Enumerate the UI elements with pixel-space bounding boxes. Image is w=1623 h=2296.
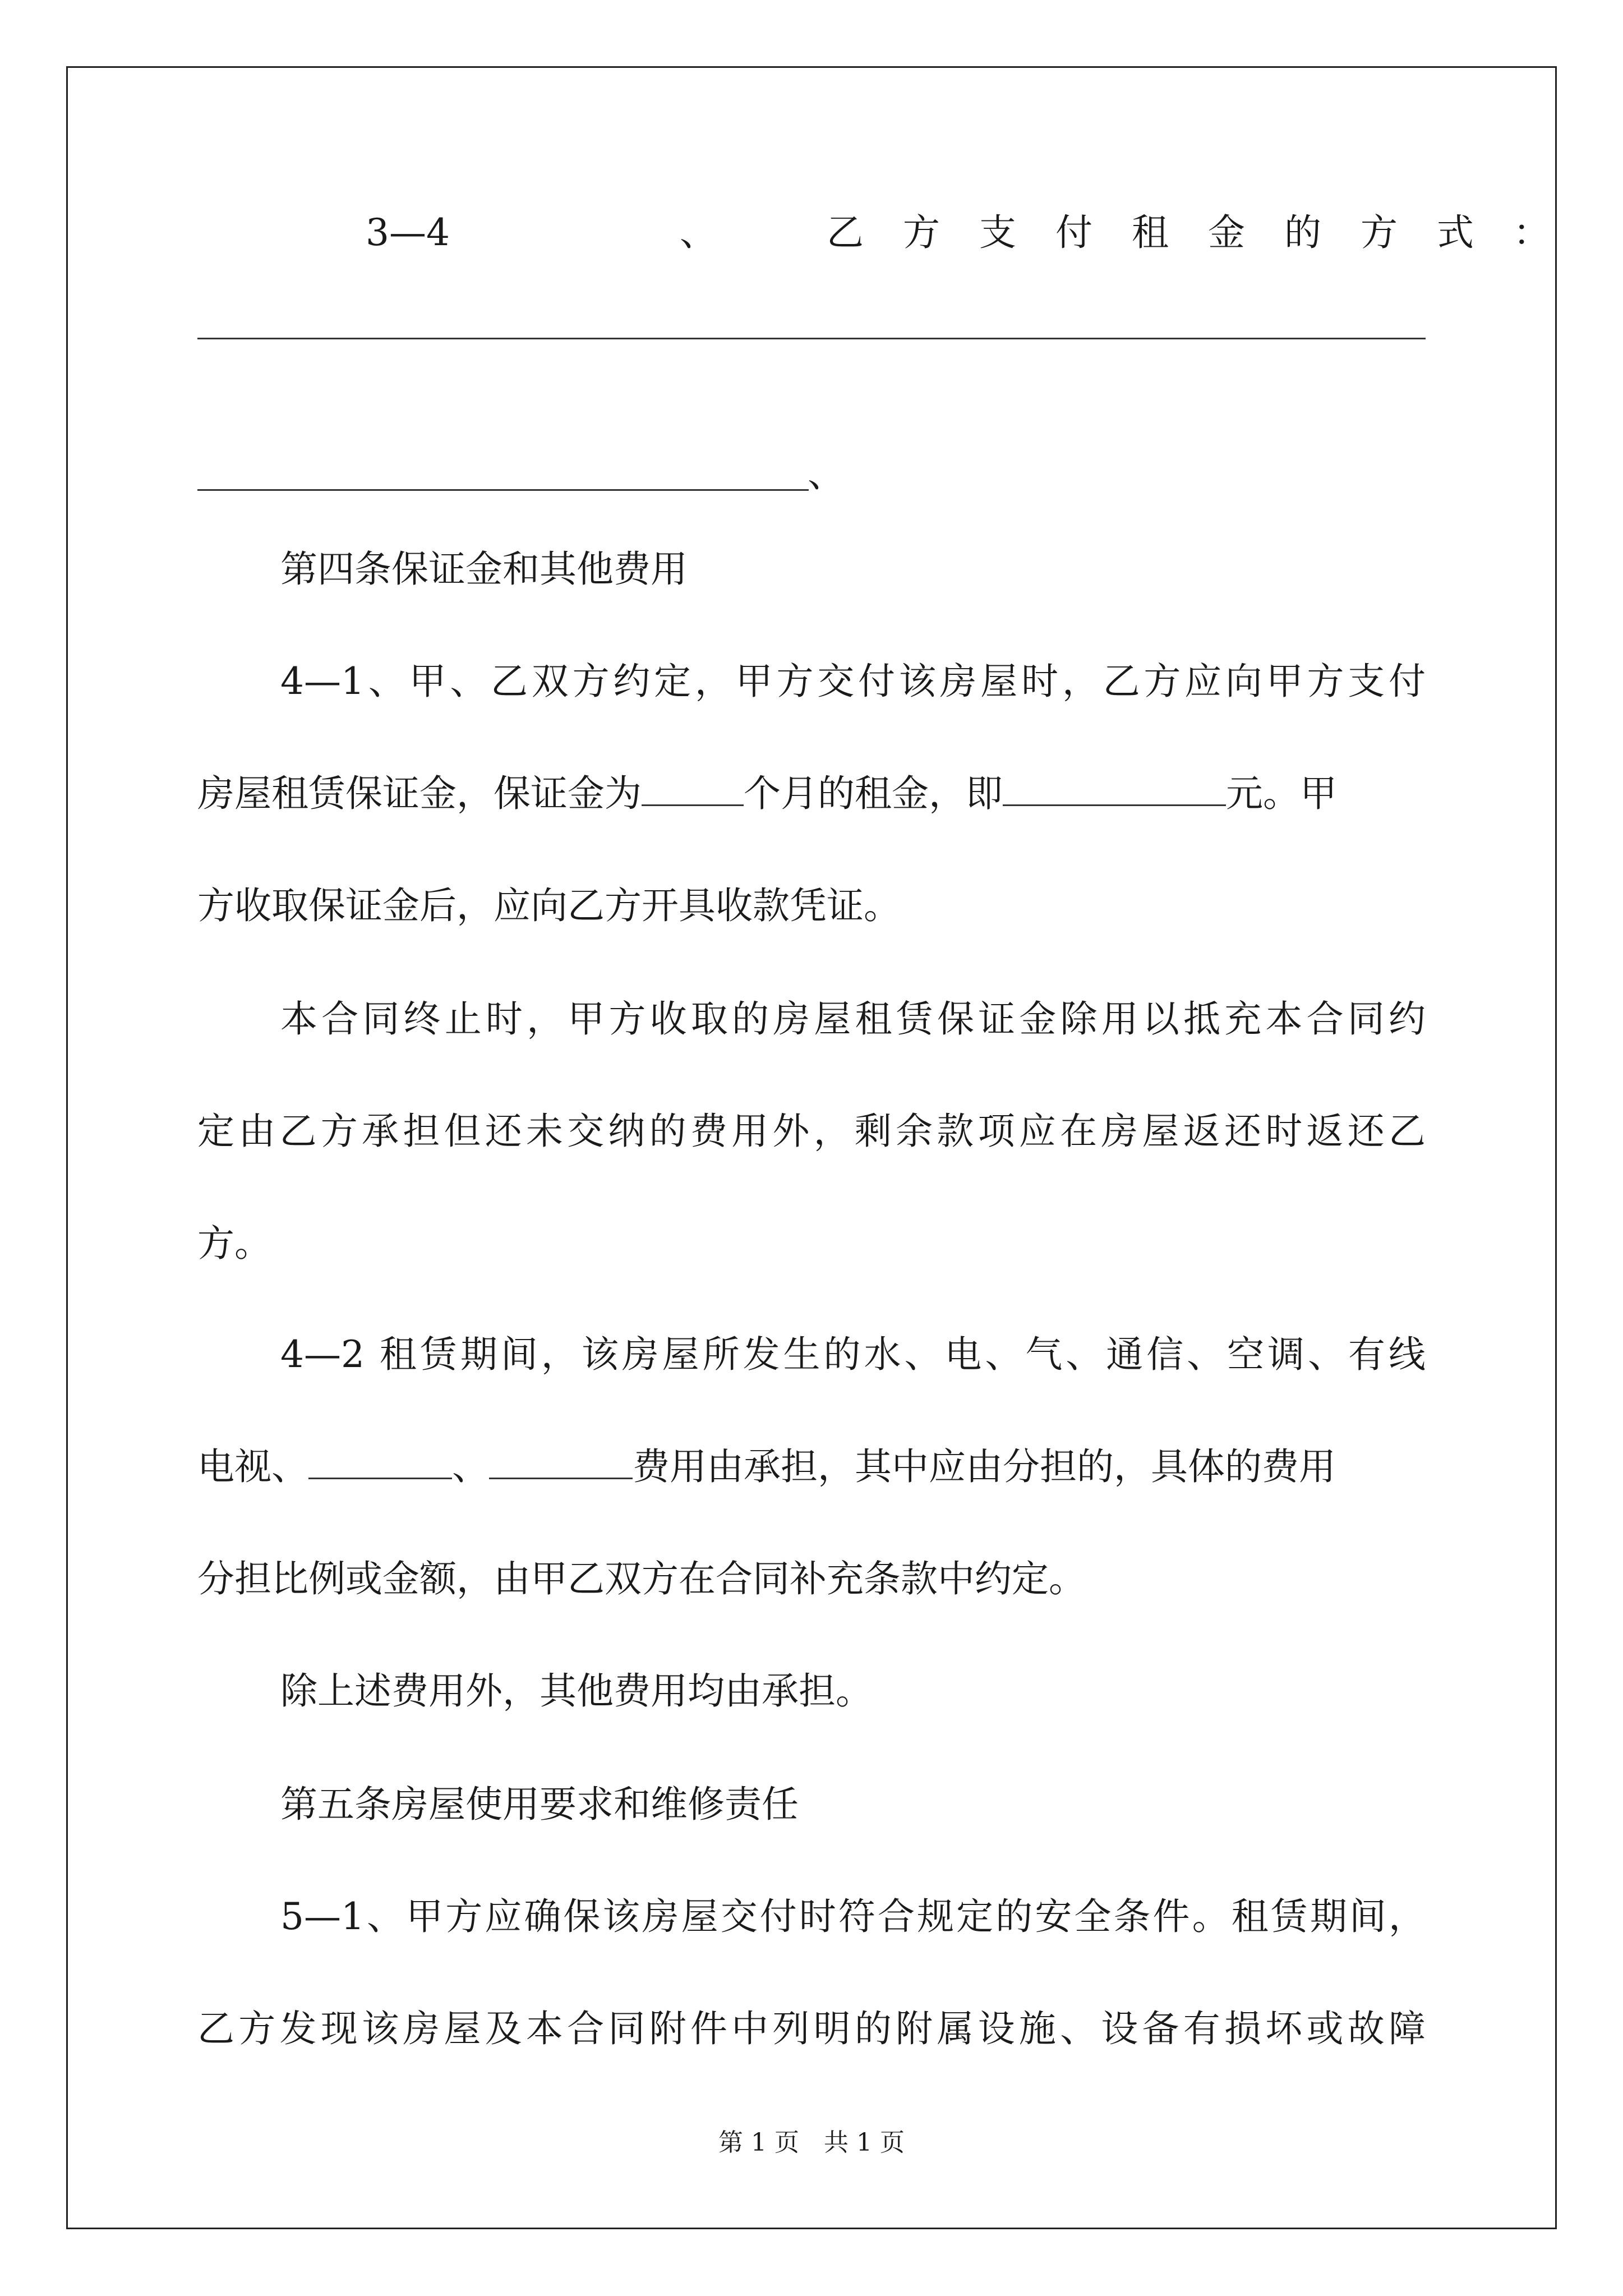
clause-5-1-line-1-text: 5—1、甲方应确保该房屋交付时符合规定的安全条件。租赁期间，	[280, 1895, 1426, 1938]
clause-4-2-line-1	[197, 1329, 1426, 1380]
clause-3-4-separator: 、	[680, 211, 717, 254]
clause-4-1-line-1-text: 4—1、甲、乙双方约定，甲方交付该房屋时，乙方应向甲方支付	[280, 660, 1426, 703]
clause-4-2-line-2-a: 电视、	[197, 1445, 308, 1488]
clause-4-1-para-2-line-2-text: 定由乙方承担但还未交纳的费用外，剩余款项应在房屋返还时返还乙	[197, 1110, 1426, 1153]
clause-4-2-line-3-text: 分担比例或金额，由甲乙双方在合同补充条款中约定。	[197, 1557, 1086, 1600]
fee-item-2-blank	[489, 1444, 633, 1479]
clause-4-2-line-2-b: 、	[452, 1445, 489, 1488]
clause-4-2-line-2	[197, 1442, 1426, 1492]
clause-5-1-line-2-text: 乙方发现该房屋及本合同附件中列明的附属设施、设备有损坏或故障	[197, 2007, 1426, 2050]
page-number-label: 第 1 页 共 1 页	[718, 2128, 905, 2157]
clause-5-1-line-2	[197, 2004, 1426, 2054]
clause-4-1-line-1	[197, 656, 1426, 707]
clause-4-1-para-2-line-2	[197, 1106, 1426, 1157]
clause-4-1-line-2-c: 元。甲	[1226, 772, 1337, 815]
clause-4-1-para-2-line-3-text: 方。	[197, 1222, 271, 1265]
clause-3-4-line	[366, 208, 1589, 258]
deposit-amount-blank	[1003, 771, 1226, 806]
clause-4-1-line-2-b: 个月的租金，即	[744, 772, 1003, 815]
clause-4-1-line-2	[197, 769, 1426, 819]
fee-item-1-blank	[308, 1444, 452, 1479]
clause-4-2-para-2	[197, 1666, 1426, 1717]
article-5-title	[197, 1779, 1426, 1830]
clause-4-1-para-2-line-3	[197, 1218, 1426, 1269]
article-4-title-text: 第四条保证金和其他费用	[280, 547, 688, 591]
page-footer	[0, 2126, 1623, 2160]
clause-3-4-trailing	[808, 449, 875, 499]
deposit-months-blank	[642, 771, 744, 806]
clause-4-2-line-1-text: 4—2 租赁期间，该房屋所发生的水、电、气、通信、空调、有线	[280, 1333, 1426, 1376]
clause-4-2-line-2-c: 费用由承担，其中应由分担的，具体的费用	[633, 1445, 1336, 1488]
payment-method-blank-line-1	[197, 338, 1426, 339]
clause-3-4-text: 乙方支付租金的方式：	[827, 211, 1589, 254]
clause-5-1-line-1	[197, 1892, 1426, 1942]
clause-4-2-para-2-text: 除上述费用外，其他费用均由承担。	[280, 1669, 873, 1713]
article-5-title-text: 第五条房屋使用要求和维修责任	[280, 1783, 799, 1826]
article-4-title	[197, 544, 1426, 595]
clause-4-1-line-3	[197, 881, 1426, 931]
clause-4-2-line-3	[197, 1554, 1426, 1604]
payment-method-blank-line-2	[197, 489, 809, 491]
clause-3-4-trailing-mark: 、	[808, 452, 845, 495]
clause-4-1-line-2-a: 房屋租赁保证金，保证金为	[197, 772, 642, 815]
clause-4-1-para-2-line-1-text: 本合同终止时，甲方收取的房屋租赁保证金除用以抵充本合同约	[280, 997, 1426, 1041]
clause-4-1-line-3-text: 方收取保证金后，应向乙方开具收款凭证。	[197, 884, 901, 927]
clause-4-1-para-2-line-1	[197, 994, 1426, 1045]
clause-3-4-label: 3—4	[366, 211, 450, 254]
